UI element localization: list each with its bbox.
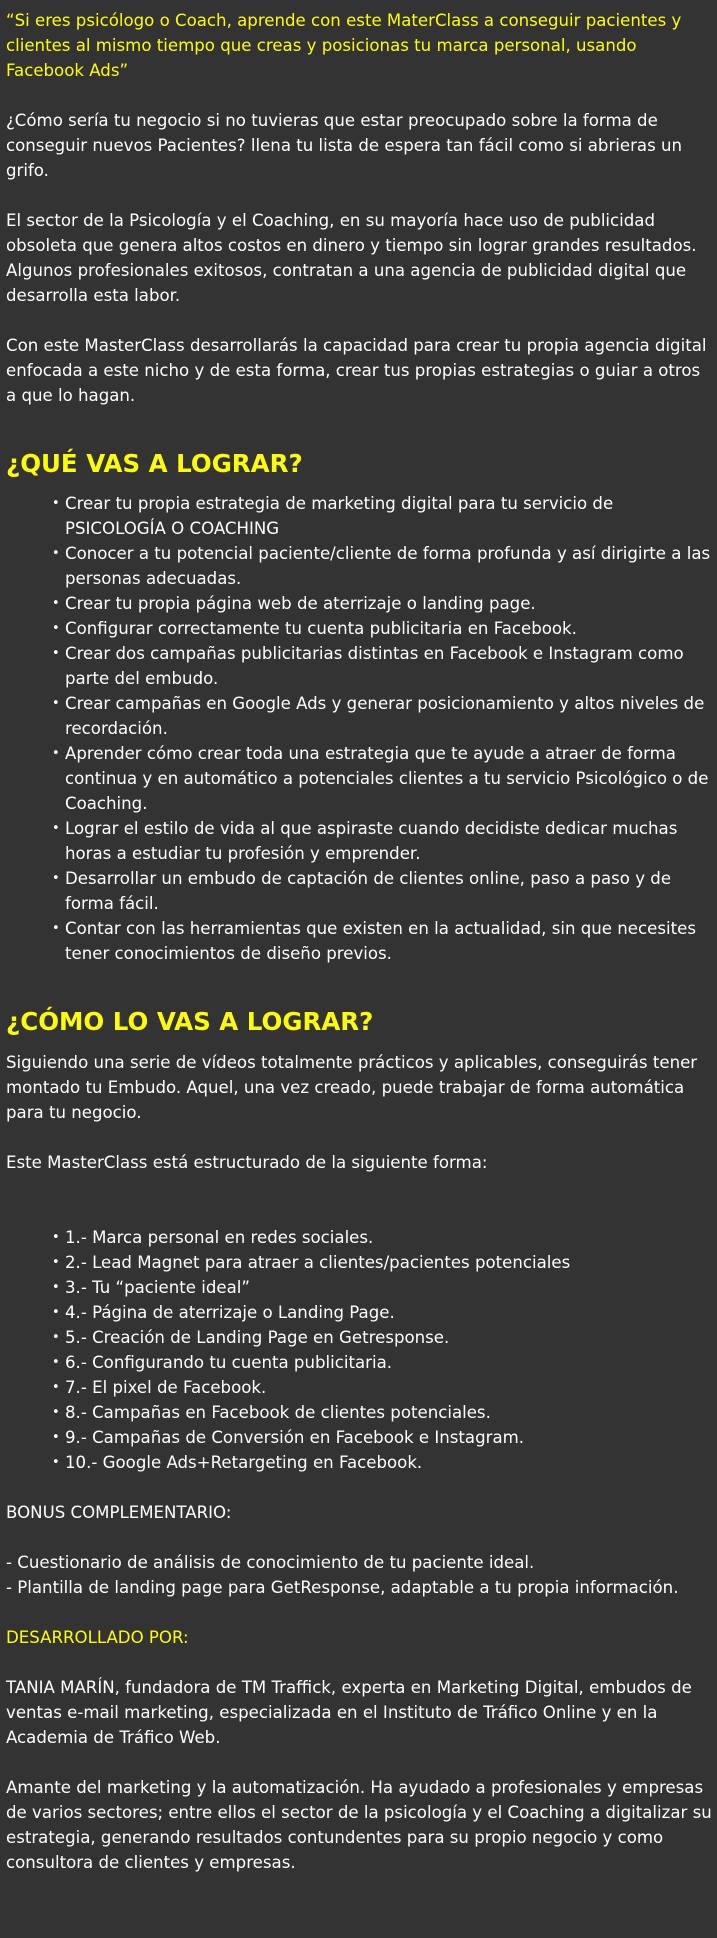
bonus-heading: BONUS COMPLEMENTARIO: [6,1503,232,1522]
goals-list [6,491,713,966]
list-item: • Contar con las herramientas que existen en la actualidad, sin que necesites tener conocimientos de diseño previos. [51,916,713,966]
list-item: • 1.- Marca personal en redes sociales. [51,1225,713,1250]
intro-quote: “Si eres psicólogo o Coach, aprende con este MaterClass a conseguir pacientes y clientes al mismo tiempo que creas y posicionas tu marca personal, usando Facebook Ads” [6,11,682,80]
list-item: • Crear dos campañas publicitarias distintas en Facebook e Instagram como parte del embudo. [51,641,713,691]
list-item: • Crear tu propia estrategia de marketing digital para tu servicio de PSICOLOGÍA O COACHING [51,491,713,541]
paragraph-problem: ¿Cómo sería tu negocio si no tuvieras que estar preocupado sobre la forma de conseguir nuevos Pacientes? llena tu lista de espera tan fácil como si abrieras un grifo. [6,111,683,180]
list-item: • 4.- Página de aterrizaje o Landing Page. [51,1300,713,1325]
list-item: • Lograr el estilo de vida al que aspiraste cuando decidiste dedicar muchas horas a estudiar tu profesión y emprender. [51,816,713,866]
list-item: • Configurar correctamente tu cuenta publicitaria en Facebook. [51,616,713,641]
bonus-item: - Cuestionario de análisis de conocimiento de tu paciente ideal. [6,1553,535,1572]
list-item: • 3.- Tu “paciente ideal” [51,1275,713,1300]
list-item: • 8.- Campañas en Facebook de clientes potenciales. [51,1400,713,1425]
heading-que-vas-a-lograr: ¿QUÉ VAS A LOGRAR? [6,449,303,478]
list-item: • 7.- El pixel de Facebook. [51,1375,713,1400]
list-item: • Conocer a tu potencial paciente/cliente de forma profunda y así dirigirte a las personas adecuadas. [51,541,713,591]
list-item: • 2.- Lead Magnet para atraer a clientes/pacientes potenciales [51,1250,713,1275]
paragraph-sector: El sector de la Psicología y el Coaching, en su mayoría hace uso de publicidad obsoleta que genera altos costos en dinero y tiempo sin lograr grandes resultados. Algunos profesionales exitosos, contratan a una agencia de publicidad digital que desarrolla esta labor. [6,211,697,305]
bonus-item: - Plantilla de landing page para GetResponse, adaptable a tu propia información. [6,1578,679,1597]
paragraph-method: Siguiendo una serie de vídeos totalmente prácticos y aplicables, conseguirás tener montado tu Embudo. Aquel, una vez creado, puede trabajar de forma automática para tu negocio. [6,1053,698,1122]
list-item: • 5.- Creación de Landing Page en Getresponse. [51,1325,713,1350]
modules-list [6,1225,713,1475]
list-item: • Desarrollar un embudo de captación de clientes online, paso a paso y de forma fácil. [51,866,713,916]
list-item: • Aprender cómo crear toda una estrategia que te ayude a atraer de forma continua y en automático a potenciales clientes a tu servicio Psicológico o de Coaching. [51,741,713,816]
list-item: • 6.- Configurando tu cuenta publicitaria. [51,1350,713,1375]
list-item: • 9.- Campañas de Conversión en Facebook e Instagram. [51,1425,713,1450]
heading-como-lo-vas-a-lograr: ¿CÓMO LO VAS A LOGRAR? [6,1007,374,1036]
list-item: • Crear campañas en Google Ads y generar posicionamiento y altos niveles de recordación. [51,691,713,741]
list-item: • 10.- Google Ads+Retargeting en Facebook. [51,1450,713,1475]
author-heading: DESARROLLADO POR: [6,1628,189,1647]
list-item: • Crear tu propia página web de aterrizaje o landing page. [51,591,713,616]
author-bio: TANIA MARÍN, fundadora de TM Traffick, experta en Marketing Digital, embudos de ventas e-mail marketing, especializada en el Instituto de Tráfico Online y en la Academia de Tráfico Web. [6,1678,692,1747]
author-experience: Amante del marketing y la automatización. Ha ayudado a profesionales y empresas de varios sectores; entre ellos el sector de la psicología y el Coaching a digitalizar su estrategia, generando resultados contundentes para su propio negocio y como consultora de clientes y empresas. [6,1778,712,1872]
paragraph-structure: Este MasterClass está estructurado de la siguiente forma: [6,1153,488,1172]
paragraph-masterclass: Con este MasterClass desarrollarás la capacidad para crear tu propia agencia digital enfocada a este nicho y de esta forma, crear tus propias estrategias o guiar a otros a que lo hagan. [6,336,707,405]
